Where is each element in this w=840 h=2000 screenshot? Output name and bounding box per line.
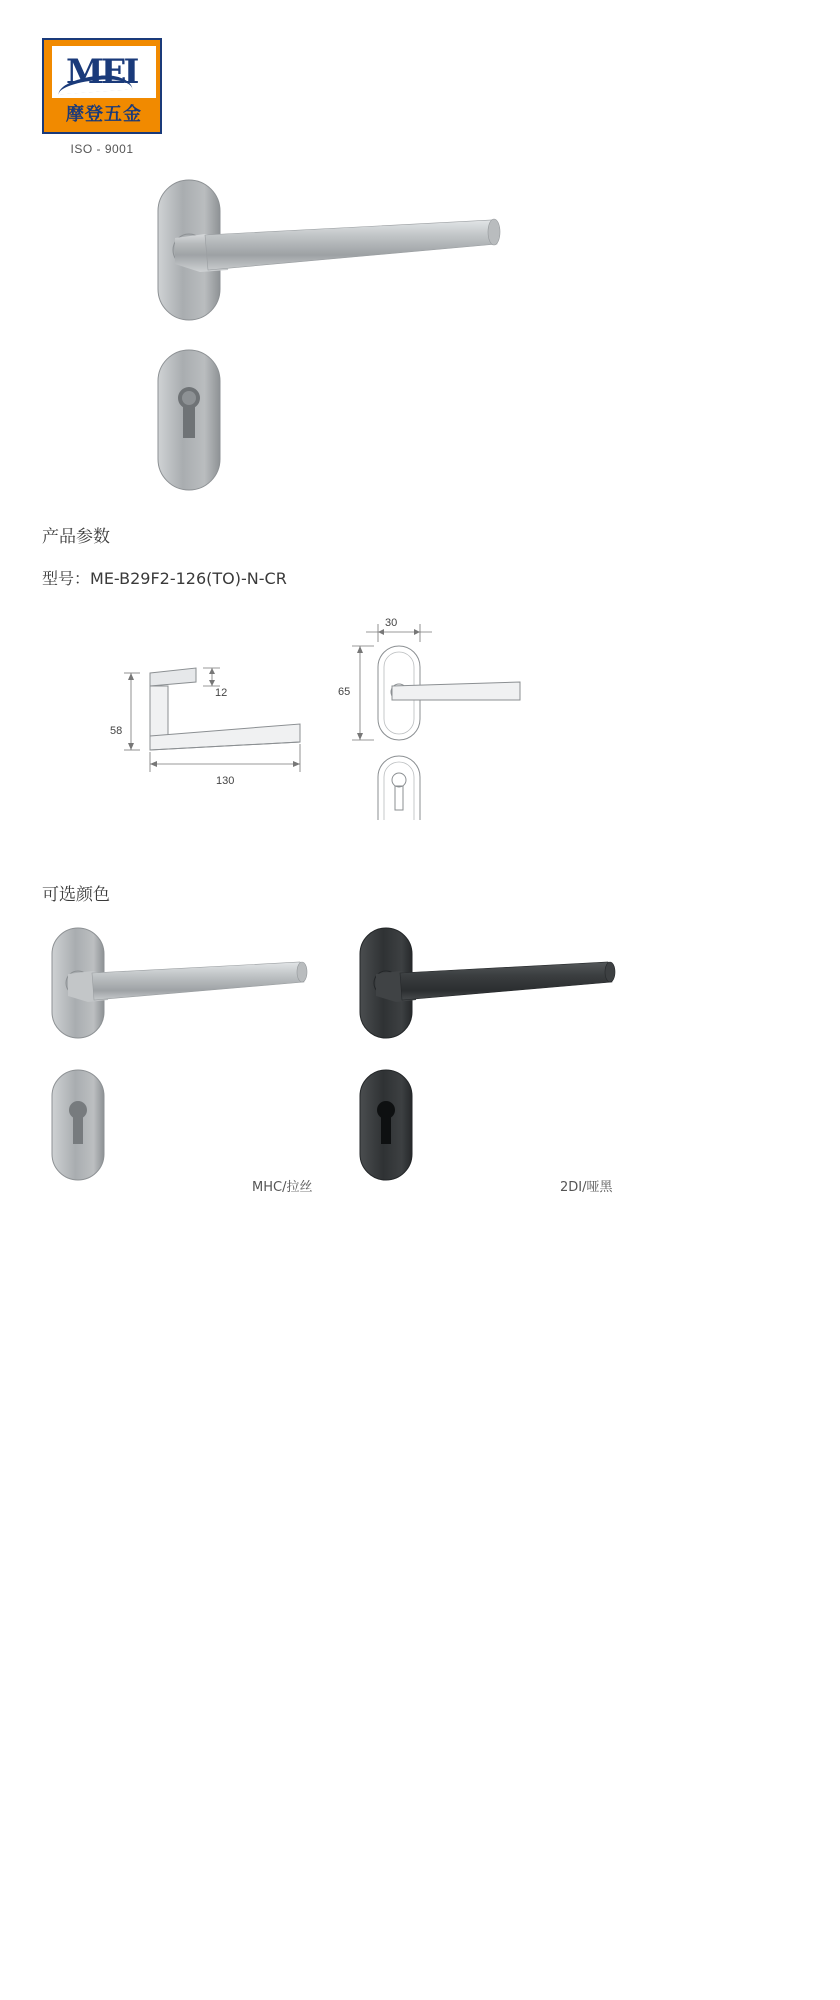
color-variants xyxy=(0,918,840,1258)
section-title-parameters: 产品参数 xyxy=(42,527,110,547)
logo-chinese-name: 摩登五金 xyxy=(66,104,142,125)
hero-product-image xyxy=(0,160,840,510)
brand-logo xyxy=(42,38,182,156)
dimension-drawing xyxy=(0,617,840,880)
dim-side-height: 58 xyxy=(110,725,123,737)
variant-label-0: MHC/拉丝 xyxy=(252,1180,313,1195)
dim-front-width: 30 xyxy=(385,617,398,629)
dim-side-length: 130 xyxy=(216,775,235,787)
logo-letters: MEI xyxy=(66,52,137,92)
logo-box xyxy=(42,38,162,134)
variant-label-1: 2DI/哑黑 xyxy=(560,1180,613,1195)
variant-b-illustration xyxy=(360,928,615,1180)
model-value: ME-B29F2-126(TO)-N-CR xyxy=(90,569,287,588)
lever-handle-illustration xyxy=(0,160,840,510)
color-variants-svg xyxy=(0,918,840,1258)
variant-a-illustration xyxy=(52,928,307,1180)
dim-front-height: 65 xyxy=(338,686,351,698)
model-label: 型号： xyxy=(42,569,91,588)
iso-certification-label: ISO - 9001 xyxy=(70,142,134,156)
dimension-drawing-svg xyxy=(0,620,840,820)
model-line xyxy=(42,566,287,589)
section-title-colors: 可选颜色 xyxy=(42,885,110,905)
dim-lever-thickness: 12 xyxy=(215,687,228,699)
